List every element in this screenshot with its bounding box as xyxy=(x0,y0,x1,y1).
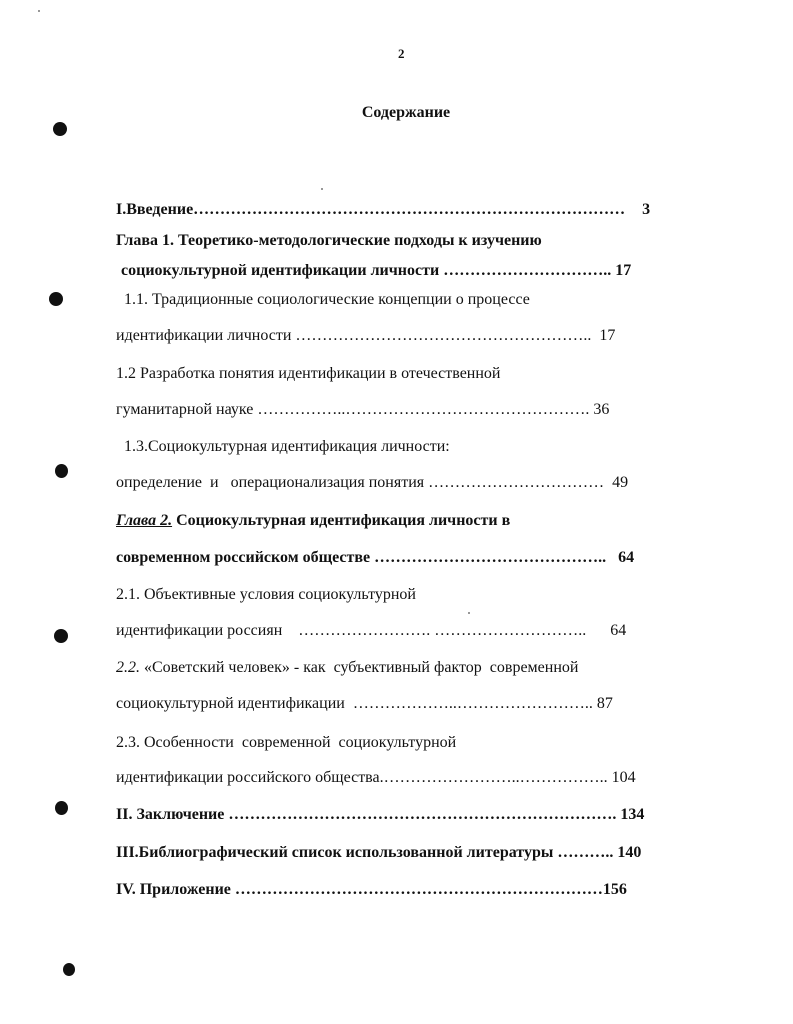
toc-section-1-3-title[interactable]: 1.3.Социокультурная идентификация личности: xyxy=(124,438,450,455)
toc-chapter-2-page-line[interactable]: современном российском обществе …………………………………….. 64 xyxy=(116,549,635,566)
toc-section-1-1-title[interactable]: 1.1. Традиционные социологические концепции о процессе xyxy=(124,291,530,308)
scan-speck xyxy=(468,612,470,614)
punch-hole-mark xyxy=(49,292,63,306)
punch-hole-mark xyxy=(55,801,68,815)
scan-speck xyxy=(38,10,40,12)
toc-conclusion[interactable]: II. Заключение ………………………………………………………………. 134 xyxy=(116,806,645,823)
toc-chapter-1-title[interactable]: Глава 1. Теоретико-методологические подходы к изучению xyxy=(116,232,542,249)
intro-label: I.Введение xyxy=(116,201,194,218)
toc-section-2-3-title[interactable]: 2.3. Особенности современной социокультурной xyxy=(116,734,457,751)
toc-appendix[interactable]: IV. Приложение ……………………………………………………………156 xyxy=(116,881,627,898)
punch-hole-mark xyxy=(55,464,68,478)
chapter-2-title-text: Социокультурная идентификация личности в xyxy=(172,512,511,529)
section-2-2-number: 2.2. xyxy=(116,659,140,676)
intro-dots: ……………………………………………………………………… xyxy=(193,201,626,218)
toc-section-1-2-title[interactable]: 1.2 Разработка понятия идентификации в отечественной xyxy=(116,365,501,382)
punch-hole-mark xyxy=(54,629,68,643)
toc-section-1-1-page-line[interactable]: идентификации личности ……………………………………………….. 17 xyxy=(116,327,616,344)
toc-section-1-3-page-line[interactable]: определение и операционализация понятия …………………………… 49 xyxy=(116,474,629,491)
toc-section-2-1-page-line[interactable]: идентификации россиян ……………………. ……………………….. 64 xyxy=(116,622,627,639)
toc-entry-introduction[interactable] xyxy=(116,200,650,220)
page-title: Содержание xyxy=(361,104,451,121)
toc-section-2-2-title[interactable] xyxy=(116,658,578,678)
section-2-2-title-text: «Советский человек» - как субъективный фактор современной xyxy=(140,659,579,676)
punch-hole-mark xyxy=(53,122,67,136)
scan-speck xyxy=(321,188,323,190)
toc-section-1-2-page-line[interactable]: гуманитарной науке ……………..………………………………………. 36 xyxy=(116,401,610,418)
chapter-2-label: Глава 2. xyxy=(116,512,173,529)
toc-section-2-1-title[interactable]: 2.1. Объективные условия социокультурной xyxy=(116,586,416,603)
toc-section-2-2-page-line[interactable]: социокультурной идентификации ………………..…………………….. 87 xyxy=(116,695,613,712)
punch-hole-mark xyxy=(63,963,75,976)
toc-bibliography[interactable]: III.Библиографический список использованной литературы ……….. 140 xyxy=(116,844,642,861)
toc-section-2-3-page-line[interactable]: идентификации российского общества.……………………..…………….. 104 xyxy=(116,769,636,786)
toc-chapter-2-title[interactable] xyxy=(116,511,510,531)
page-number: 2 xyxy=(398,46,405,61)
toc-chapter-1-subtitle[interactable]: социокультурной идентификации личности ………………………….. 17 xyxy=(121,262,632,279)
intro-page: 3 xyxy=(642,201,651,218)
